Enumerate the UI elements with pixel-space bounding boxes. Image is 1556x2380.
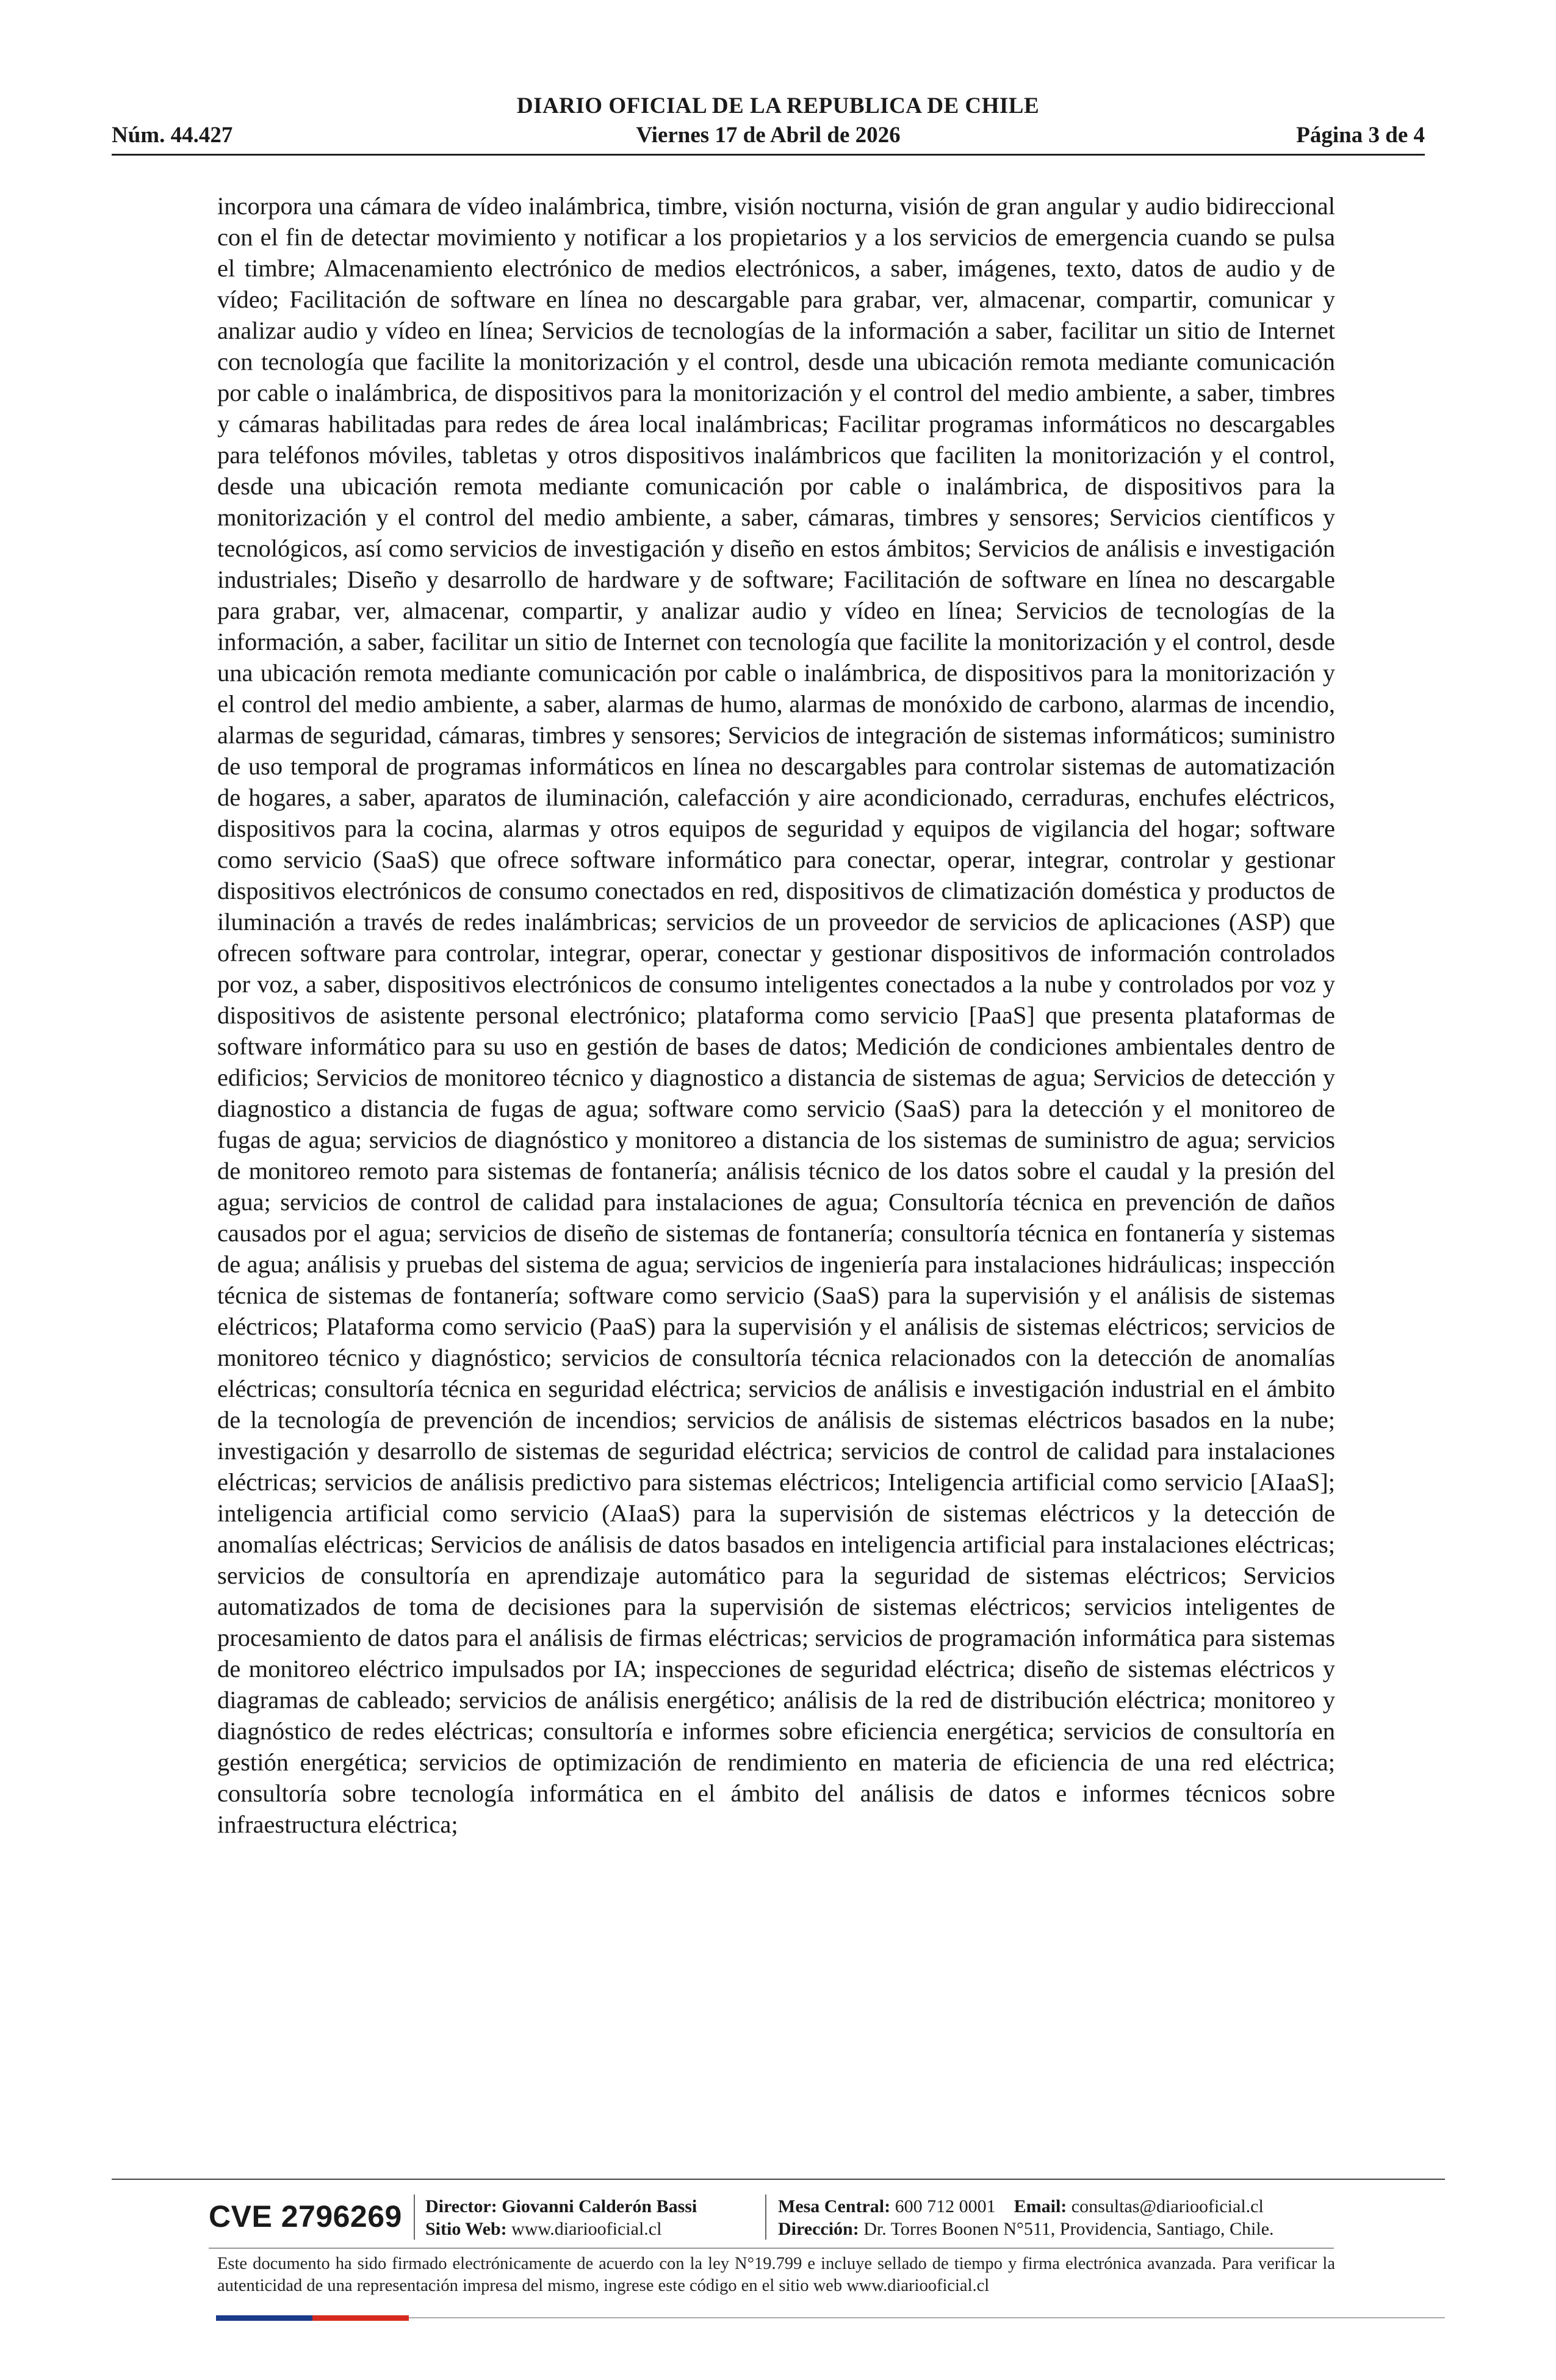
footer-separator <box>414 2194 415 2240</box>
email-link[interactable]: consultas@diariooficial.cl <box>1071 2196 1264 2216</box>
website-label: Sitio Web: <box>425 2219 507 2239</box>
cve-code: CVE 2796269 <box>209 2199 402 2234</box>
page-indicator: Página 3 de 4 <box>1296 123 1425 148</box>
email-label: Email: <box>1014 2196 1067 2216</box>
header-meta-row <box>112 122 1425 150</box>
flag-stripe-blue <box>216 2315 312 2321</box>
header-divider <box>112 154 1425 156</box>
phone-number: 600 712 0001 <box>895 2196 996 2216</box>
website-link[interactable]: www.diariooficial.cl <box>511 2219 662 2239</box>
director-label: Director: <box>425 2196 497 2216</box>
address-text: Dr. Torres Boonen N°511, Providencia, Santiago, Chile. <box>863 2219 1274 2239</box>
issue-date: Viernes 17 de Abril de 2026 <box>636 123 901 148</box>
footer-inner-divider <box>209 2248 1334 2249</box>
footer-divider <box>112 2179 1445 2180</box>
phone-label: Mesa Central: <box>778 2196 891 2216</box>
issue-number: Núm. 44.427 <box>112 123 233 148</box>
director-name: Giovanni Calderón Bassi <box>502 2196 697 2216</box>
flag-stripe-red <box>312 2315 409 2321</box>
flag-baseline <box>409 2317 1445 2318</box>
publication-title: DIARIO OFICIAL DE LA REPUBLICA DE CHILE <box>516 93 1040 118</box>
legal-notice: Este documento ha sido firmado electrónicamente de acuerdo con la ley N°19.799 e incluye sellado de tiempo y firma electrónica avanzada. Para verificar la autenticidad de una representación impresa del mismo, ingrese este código en el sitio web www.diariooficial.cl <box>217 2254 1335 2295</box>
document-body-text: incorpora una cámara de vídeo inalámbrica, timbre, visión nocturna, visión de gran angular y audio bidireccional con el fin de detectar movimiento y notificar a los propietarios y a los servicios de emergencia cuando se pulsa el timbre; Almacenamiento electrónico de medios electrónicos, a saber, imágenes, texto, datos de audio y de vídeo; Facilitación de software en línea no descargable para grabar, ver, almacenar, compartir, comunicar y analizar audio y vídeo en línea; Servicios de tecnologías de la información a saber, facilitar un sitio de Internet con tecnología que facilite la monitorización y el control, desde una ubicación remota mediante comunicación por cable o inalámbrica, de dispositivos para la monitorización y el control del medio ambiente, a saber, timbres y cámaras habilitadas para redes de área local inalámbricas; Facilitar programas informáticos no descargables para teléfonos móviles, tabletas y otros dispositivos inalámbricos que faciliten la monitorización y el control, desde una ubicación remota mediante comunicación por cable o inalámbrica, de dispositivos para la monitorización y el control del medio ambiente, a saber, cámaras, timbres y sensores; Servicios científicos y tecnológicos, así como servicios de investigación y diseño en estos ámbitos; Servicios de análisis e investigación industriales; Diseño y desarrollo de hardware y de software; Facilitación de software en línea no descargable para grabar, ver, almacenar, compartir, y analizar audio y vídeo en línea; Servicios de tecnologías de la información, a saber, facilitar un sitio de Internet con tecnología que facilite la monitorización y el control, desde una ubicación remota mediante comunicación por cable o inalámbrica, de dispositivos para la monitorización y el control del medio ambiente, a saber, alarmas de humo, alarmas de monóxido de carbono, alarmas de incendio, alarmas de seguridad, cámaras, timbres y sensores; Servicios de integración de sistemas informáticos; suministro de uso temporal de programas informáticos en línea no descargables para controlar sistemas de automatización de hogares, a saber, aparatos de iluminación, calefacción y aire acondicionado, cerraduras, enchufes eléctricos, dispositivos para la cocina, alarmas y otros equipos de seguridad y equipos de vigilancia del hogar; software como servicio (SaaS) que ofrece software informático para conectar, operar, integrar, controlar y gestionar dispositivos electrónicos de consumo conectados en red, dispositivos de climatización doméstica y productos de iluminación a través de redes inalámbricas; servicios de un proveedor de servicios de aplicaciones (ASP) que ofrecen software para controlar, integrar, operar, conectar y gestionar dispositivos de información controlados por voz, a saber, dispositivos electrónicos de consumo inteligentes conectados a la nube y controlados por voz y dispositivos de asistente personal electrónico; plataforma como servicio [PaaS] que presenta plataformas de software informático para su uso en gestión de bases de datos; Medición de condiciones ambientales dentro de edificios; Servicios de monitoreo técnico y diagnostico a distancia de sistemas de agua; Servicios de detección y diagnostico a distancia de fugas de agua; software como servicio (SaaS) para la detección y el monitoreo de fugas de agua; servicios de diagnóstico y monitoreo a distancia de los sistemas de suministro de agua; servicios de monitoreo remoto para sistemas de fontanería; análisis técnico de los datos sobre el caudal y la presión del agua; servicios de control de calidad para instalaciones de agua; Consultoría técnica en prevención de daños causados por el agua; servicios de diseño de sistemas de fontanería; consultoría técnica en fontanería y sistemas de agua; análisis y pruebas del sistema de agua; servicios de ingeniería para instalaciones hidráulicas; inspección técnica de sistemas de fontanería; software como servicio (SaaS) para la supervisión y el análisis de sistemas eléctricos; Plataforma como servicio (PaaS) para la supervisión y el análisis de sistemas eléctricos; servicios de monitoreo técnico y diagnóstico; servicios de consultoría técnica relacionados con la detección de anomalías eléctricas; consultoría técnica en seguridad eléctrica; servicios de análisis e investigación industrial en el ámbito de la tecnología de prevención de incendios; servicios de análisis de sistemas eléctricos basados en la nube; investigación y desarrollo de sistemas de seguridad eléctrica; servicios de control de calidad para instalaciones eléctricas; servicios de análisis predictivo para sistemas eléctricos; Inteligencia artificial como servicio [AIaaS]; inteligencia artificial como servicio (AIaaS) para la supervisión de sistemas eléctricos y la detección de anomalías eléctricas; Servicios de análisis de datos basados en inteligencia artificial para instalaciones eléctricas; servicios de consultoría en aprendizaje automático para la seguridad de sistemas eléctricos; Servicios automatizados de toma de decisiones para la supervisión de sistemas eléctricos; servicios inteligentes de procesamiento de datos para el análisis de firmas eléctricas; servicios de programación informática para sistemas de monitoreo eléctrico impulsados por IA; inspecciones de seguridad eléctrica; diseño de sistemas eléctricos y diagramas de cableado; servicios de análisis energético; análisis de la red de distribución eléctrica; monitoreo y diagnóstico de redes eléctricas; consultoría e informes sobre eficiencia energética; servicios de consultoría en gestión energética; servicios de optimización de rendimiento en materia de eficiencia de una red eléctrica; consultoría sobre tecnología informática en el ámbito del análisis de datos e informes técnicos sobre infraestructura eléctrica; <box>217 192 1335 1838</box>
footer-director-block <box>425 2195 697 2240</box>
footer-separator <box>765 2194 766 2240</box>
footer-contact-block <box>778 2195 1274 2240</box>
address-label: Dirección: <box>778 2219 859 2239</box>
